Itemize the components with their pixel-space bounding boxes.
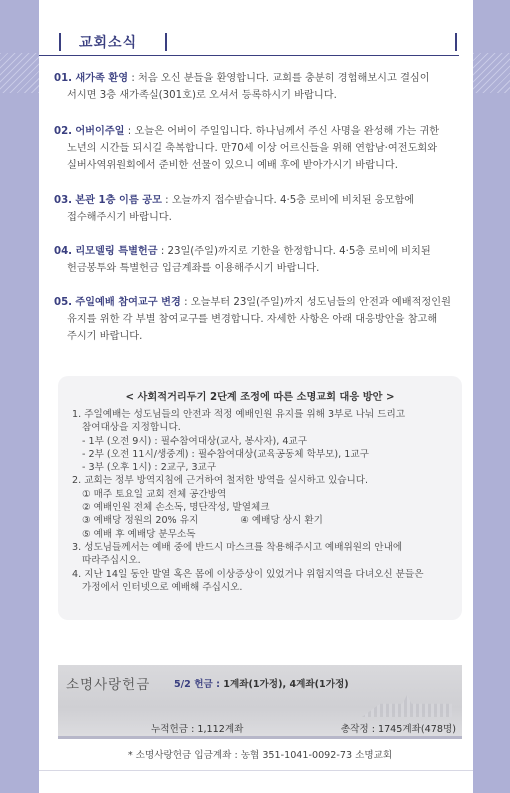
news-text: 유지를 위한 각 부별 참여교구를 변경합니다. 자세한 사항은 아래 대응방안을 참고해 (67, 314, 438, 325)
news-text: 서시면 3층 새가족실(301호)로 오셔서 등록하시기 바랍니다. (67, 90, 337, 101)
notice-line-part: ④ 예배당 상시 환기 (240, 515, 323, 527)
hatch-decoration-right (473, 53, 510, 93)
news-item (54, 243, 464, 277)
notice-line: 2. 교회는 정부 방역지침에 근거하여 철저한 방역을 실시하고 있습니다. (72, 475, 369, 487)
notice-line: 가정에서 인터넷으로 예배해 주십시오. (82, 581, 243, 593)
notice-line: - 1부 (오전 9시) : 필수참여대상(교사, 봉사자), 4교구 (82, 435, 307, 447)
notice-list (72, 408, 457, 594)
news-text: 실버사역위원회에서 준비한 선물이 있으니 예배 후에 받아가시기 바랍니다. (67, 160, 398, 171)
news-text: 주시기 바랍니다. (67, 331, 143, 342)
news-text: : 오늘까지 접수받습니다. 4·5층 로비에 비치된 응모함에 (161, 195, 415, 206)
news-text: 접수해주시기 바랍니다. (67, 212, 172, 223)
news-title: 주일예배 참여교구 변경 (75, 297, 181, 308)
news-title: 리모델링 특별헌금 (75, 246, 158, 257)
news-title: 어버이주일 (75, 126, 125, 137)
news-number: 01. (54, 73, 73, 84)
news-item (54, 70, 464, 104)
news-text: 헌금봉투와 특별헌금 입금계좌를 이용해주시기 바랍니다. (67, 263, 320, 274)
notice-line-part: ③ 예배당 정원의 20% 유지 (82, 515, 199, 527)
section-header (39, 28, 459, 58)
offering-account: * 소명사랑헌금 입금계좌 : 농협 351-1041-0092-73 소명교회 (127, 750, 393, 761)
news-number: 05. (54, 297, 73, 308)
notice-line: ① 매주 토요일 교회 전체 공간방역 (82, 488, 227, 500)
notice-line: - 2부 (오전 11시/생중계) : 필수참여대상(교육공동체 학부모), 1교구 (82, 448, 369, 460)
news-text: : 처음 오신 분들을 환영합니다. 교회를 충분히 경험해보시고 결심이 (128, 73, 430, 84)
header-underline (39, 55, 459, 56)
notice-title: < 사회적거리두기 2단계 조정에 따른 소명교회 대응 방안 > (125, 392, 395, 403)
news-item (54, 123, 464, 174)
news-text: : 오늘부터 23일(주일)까지 성도님들의 안전과 예배적정인원 (180, 297, 451, 308)
church-building-illustration (362, 695, 452, 717)
page-title: 교회소식 (79, 35, 138, 51)
news-number: 03. (54, 195, 73, 206)
notice-line: 참여대상을 지정합니다. (82, 422, 181, 434)
news-number: 02. (54, 126, 73, 137)
notice-line: 3. 성도님들께서는 예배 중에 반드시 마스크를 착용해주시고 예배위원의 안내에 (72, 541, 403, 553)
header-bar-mid (165, 33, 167, 51)
notice-line: 4. 지난 14일 동안 발열 혹은 몸에 이상증상이 있었거나 위험지역을 다녀오신 분들은 (72, 568, 424, 580)
news-item (54, 192, 464, 226)
notice-line: 1. 주일예배는 성도님들의 안전과 적정 예배인원 유지를 위해 3부로 나눠 드리고 (72, 409, 406, 420)
offering-logo: 소명사랑헌금 (66, 677, 151, 693)
news-text: : 23일(주일)까지로 기한을 한정합니다. 4·5층 로비에 비치된 (157, 246, 431, 257)
notice-line: - 3부 (오후 1시) : 2교구, 3교구 (82, 462, 217, 474)
news-text: 노년의 시간들 되시길 축복합니다. 만70세 이상 어르신들을 위해 연합남·여전도회와 (67, 143, 438, 154)
offering-today-value: 1계좌(1가정), 4계좌(1가정) (223, 679, 349, 690)
news-text: : 오늘은 어버이 주일입니다. 하나님께서 주신 사명을 완성해 가는 귀한 (124, 126, 440, 137)
offering-today-label: 5/2 헌금 : (174, 679, 220, 690)
news-item (54, 294, 464, 345)
hatch-decoration-left (0, 53, 39, 93)
header-bar-right (455, 33, 457, 51)
offering-cumulative: 누적헌금 : 1,112계좌 (151, 724, 244, 735)
notice-line: ⑤ 예배 후 예배당 분무소독 (82, 528, 196, 540)
news-number: 04. (54, 246, 73, 257)
covid-notice-box (58, 376, 462, 620)
notice-line: ② 예배인원 전체 손소독, 명단작성, 발열체크 (82, 502, 270, 514)
offering-today (174, 676, 349, 690)
bottom-divider (39, 770, 473, 771)
notice-line: 따라주십시오. (82, 555, 141, 567)
header-bar-left (59, 33, 61, 51)
news-title: 새가족 환영 (75, 73, 129, 84)
offering-box (58, 665, 462, 739)
news-title: 본관 1층 이름 공모 (75, 195, 162, 206)
notice-line (72, 514, 457, 527)
offering-total: 총작정 : 1745계좌(478명) (340, 724, 456, 735)
